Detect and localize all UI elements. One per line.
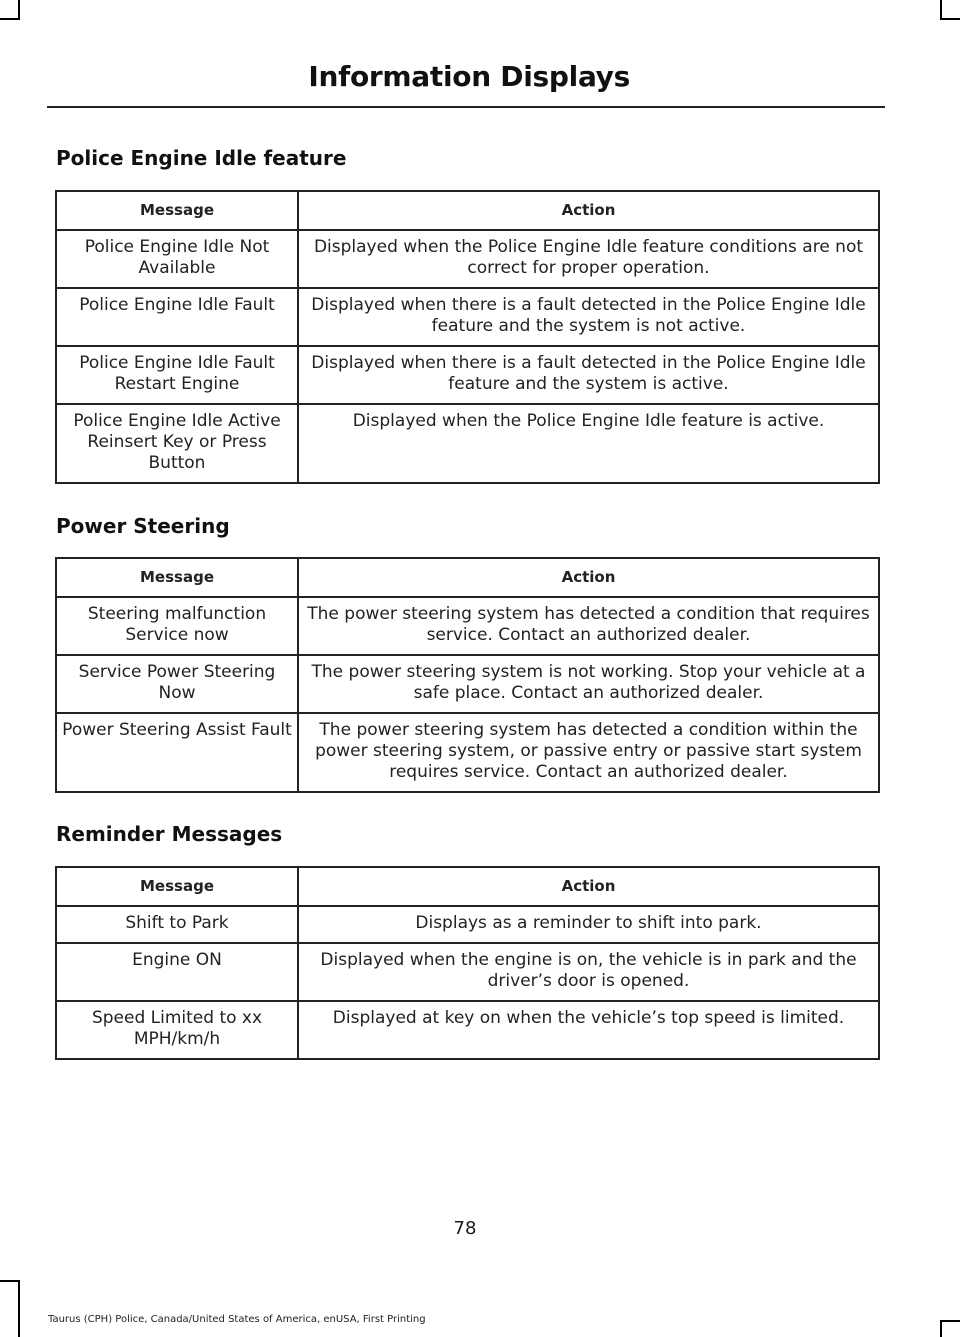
action-cell: The power steering system has detected a condition that requires service. Contact an authorized dealer. bbox=[298, 597, 879, 655]
crop-mark bbox=[0, 18, 20, 20]
message-cell: Steering malfunction Service now bbox=[56, 597, 298, 655]
section-heading-police-engine-idle: Police Engine Idle feature bbox=[56, 146, 347, 170]
reminder-messages-table bbox=[55, 866, 880, 1060]
column-header-action: Action bbox=[298, 867, 879, 906]
action-cell: Displayed when the Police Engine Idle feature is active. bbox=[298, 404, 879, 483]
action-cell: Displayed when the Police Engine Idle feature conditions are not correct for proper operation. bbox=[298, 230, 879, 288]
crop-mark bbox=[940, 1320, 942, 1337]
table-header-row bbox=[56, 558, 879, 597]
action-cell: Displays as a reminder to shift into park. bbox=[298, 906, 879, 943]
column-header-message: Message bbox=[56, 558, 298, 597]
crop-mark bbox=[0, 1280, 20, 1282]
action-cell: Displayed at key on when the vehicle’s top speed is limited. bbox=[298, 1001, 879, 1059]
message-cell: Service Power Steering Now bbox=[56, 655, 298, 713]
action-cell: Displayed when there is a fault detected in the Police Engine Idle feature and the system is active. bbox=[298, 346, 879, 404]
table-row bbox=[56, 404, 879, 483]
table-row bbox=[56, 288, 879, 346]
crop-mark bbox=[940, 1320, 960, 1322]
footer-text: Taurus (CPH) Police, Canada/United States of America, enUSA, First Printing bbox=[48, 1314, 426, 1325]
message-cell: Speed Limited to xx MPH/km/h bbox=[56, 1001, 298, 1059]
message-cell: Shift to Park bbox=[56, 906, 298, 943]
action-cell: The power steering system is not working. Stop your vehicle at a safe place. Contact an authorized dealer. bbox=[298, 655, 879, 713]
header-divider bbox=[47, 106, 885, 108]
crop-mark bbox=[940, 0, 942, 18]
message-cell: Police Engine Idle Fault Restart Engine bbox=[56, 346, 298, 404]
section-heading-reminder-messages: Reminder Messages bbox=[56, 822, 283, 846]
table-row bbox=[56, 346, 879, 404]
table-row bbox=[56, 230, 879, 288]
column-header-action: Action bbox=[298, 191, 879, 230]
action-cell: Displayed when there is a fault detected in the Police Engine Idle feature and the system is not active. bbox=[298, 288, 879, 346]
action-cell: The power steering system has detected a condition within the power steering system, or passive entry or passive start system requires service. Contact an authorized dealer. bbox=[298, 713, 879, 792]
column-header-message: Message bbox=[56, 867, 298, 906]
table-row bbox=[56, 597, 879, 655]
message-cell: Power Steering Assist Fault bbox=[56, 713, 298, 792]
table-row bbox=[56, 906, 879, 943]
police-engine-idle-table bbox=[55, 190, 880, 484]
table-row bbox=[56, 713, 879, 792]
page-number: 78 bbox=[453, 1218, 477, 1239]
table-header-row bbox=[56, 867, 879, 906]
message-cell: Police Engine Idle Active Reinsert Key or Press Button bbox=[56, 404, 298, 483]
crop-mark bbox=[18, 1280, 20, 1337]
section-heading-power-steering: Power Steering bbox=[56, 514, 230, 538]
table-row bbox=[56, 655, 879, 713]
column-header-message: Message bbox=[56, 191, 298, 230]
action-cell: Displayed when the engine is on, the vehicle is in park and the driver’s door is opened. bbox=[298, 943, 879, 1001]
crop-mark bbox=[940, 18, 960, 20]
message-cell: Engine ON bbox=[56, 943, 298, 1001]
crop-mark bbox=[18, 0, 20, 18]
table-row bbox=[56, 1001, 879, 1059]
table-row bbox=[56, 943, 879, 1001]
message-cell: Police Engine Idle Fault bbox=[56, 288, 298, 346]
table-header-row bbox=[56, 191, 879, 230]
message-cell: Police Engine Idle Not Available bbox=[56, 230, 298, 288]
page-header-title: Information Displays bbox=[308, 60, 630, 93]
power-steering-table bbox=[55, 557, 880, 793]
column-header-action: Action bbox=[298, 558, 879, 597]
